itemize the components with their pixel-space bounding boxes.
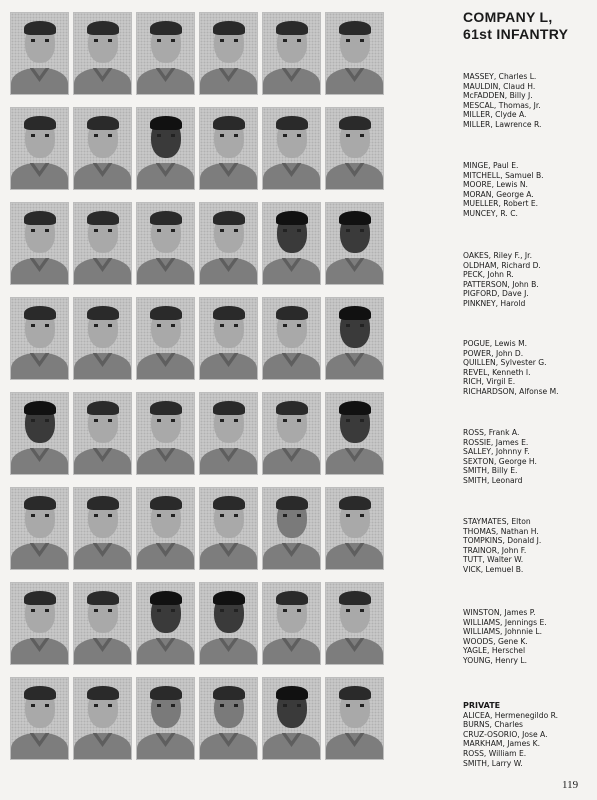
portrait-photo [199, 487, 258, 570]
portrait-photo [262, 487, 321, 570]
name-group [463, 161, 544, 219]
roster-name: POGUE, Lewis M. [463, 339, 528, 348]
roster-name: McFADDEN, Billy J. [463, 91, 533, 101]
portrait-photo [262, 202, 321, 285]
page-heading [463, 9, 568, 43]
portrait-photo [262, 107, 321, 190]
portrait-photo [199, 297, 258, 380]
portrait-photo [10, 677, 69, 760]
name-group [463, 339, 559, 397]
portrait-photo [73, 12, 132, 95]
roster-name: SMITH, Leonard [463, 475, 523, 485]
roster-name: TUTT, Walter W. [463, 555, 524, 565]
portrait-photo [325, 12, 384, 95]
roster-name: MAULDIN, Claud H. [463, 81, 536, 91]
roster-name: WOODS, Gene K. [463, 636, 528, 646]
portrait-photo [136, 12, 195, 95]
portrait-photo [10, 297, 69, 380]
portrait-photo [73, 487, 132, 570]
roster-name: RICH, Virgil E. [463, 377, 516, 387]
name-group [463, 517, 541, 575]
portrait-row [10, 297, 392, 380]
roster-name: MINGE, Paul E. [463, 161, 519, 170]
roster-name: REVEL, Kenneth I. [463, 367, 531, 377]
roster-name: YAGLE, Herschel [463, 646, 526, 656]
roster-name: WILLIAMS, Johnnie L. [463, 627, 543, 637]
roster-name: MASSEY, Charles L. [463, 72, 537, 81]
roster-name: SMITH, Billy E. [463, 466, 518, 476]
roster-name: SEXTON, George H. [463, 456, 537, 466]
portrait-photo [136, 487, 195, 570]
name-group [463, 251, 541, 309]
roster-name: CRUZ-OSORIO, Jose A. [463, 729, 548, 739]
portrait-photo [325, 582, 384, 665]
portrait-photo [262, 677, 321, 760]
portrait-photo [262, 297, 321, 380]
roster-name: QUILLEN, Sylvester G. [463, 358, 547, 368]
portrait-photo [199, 12, 258, 95]
portrait-photo [325, 202, 384, 285]
portrait-row [10, 202, 392, 285]
portrait-row [10, 107, 392, 190]
portrait-photo [325, 107, 384, 190]
portrait-photo [325, 392, 384, 475]
name-group [463, 428, 537, 486]
roster-name: ROSS, Frank A. [463, 428, 520, 437]
portrait-grid [10, 12, 392, 772]
roster-name: STAYMATES, Elton [463, 517, 531, 526]
portrait-photo [10, 12, 69, 95]
roster-name: ROSSIE, James E. [463, 437, 529, 447]
roster-name: MILLER, Clyde A. [463, 110, 527, 120]
roster-name: SMITH, Larry W. [463, 758, 523, 768]
roster-name: ALICEA, Hermenegildo R. [463, 710, 559, 720]
roster-name: RICHARDSON, Alfonse M. [463, 386, 559, 396]
roster-name: WILLIAMS, Jennings E. [463, 617, 547, 627]
page-number: 119 [562, 779, 579, 791]
portrait-photo [136, 107, 195, 190]
roster-name: SALLEY, Johnny F. [463, 447, 530, 457]
name-group [463, 701, 558, 768]
portrait-photo [199, 677, 258, 760]
roster-name: MITCHELL, Samuel B. [463, 170, 544, 180]
roster-name: MUNCEY, R. C. [463, 208, 518, 218]
roster-name: PINKNEY, Harold [463, 298, 526, 308]
roster-name: WINSTON, James P. [463, 608, 536, 617]
portrait-photo [136, 392, 195, 475]
roster-name: PIGFORD, Dave J. [463, 289, 529, 299]
roster-name: THOMAS, Nathan H. [463, 526, 539, 536]
name-group [463, 72, 541, 130]
portrait-photo [262, 392, 321, 475]
portrait-photo [325, 297, 384, 380]
portrait-photo [199, 202, 258, 285]
portrait-photo [10, 487, 69, 570]
portrait-row [10, 487, 392, 570]
portrait-row [10, 392, 392, 475]
portrait-photo [199, 392, 258, 475]
portrait-photo [199, 107, 258, 190]
portrait-row [10, 582, 392, 665]
portrait-photo [73, 392, 132, 475]
portrait-photo [136, 582, 195, 665]
roster-name: PECK, John R. [463, 270, 514, 280]
section-header: PRIVATE [463, 701, 501, 710]
portrait-photo [325, 677, 384, 760]
roster-name: MESCAL, Thomas, Jr. [463, 100, 541, 110]
portrait-photo [262, 582, 321, 665]
heading-company: COMPANY L, [463, 9, 553, 25]
roster-name: MILLER, Lawrence R. [463, 119, 542, 129]
roster-name: MORAN, George A. [463, 189, 534, 199]
portrait-photo [10, 582, 69, 665]
roster-name: BURNS, Charles [463, 720, 524, 730]
portrait-photo [73, 677, 132, 760]
portrait-photo [73, 107, 132, 190]
portrait-photo [136, 297, 195, 380]
roster-name: ROSS, William E. [463, 748, 527, 758]
roster-name: MUELLER, Robert E. [463, 199, 539, 209]
roster-name: POWER, John D. [463, 348, 524, 358]
portrait-photo [136, 202, 195, 285]
portrait-photo [73, 202, 132, 285]
portrait-photo [262, 12, 321, 95]
roster-name: OAKES, Riley F., Jr. [463, 251, 533, 260]
roster-name: YOUNG, Henry L. [463, 655, 528, 665]
portrait-row [10, 677, 392, 760]
roster-name: TRAINOR, John F. [463, 545, 527, 555]
portrait-photo [199, 582, 258, 665]
name-group [463, 608, 547, 666]
roster-name: MARKHAM, James K. [463, 739, 541, 749]
portrait-photo [325, 487, 384, 570]
roster-name: TOMPKINS, Donald J. [463, 536, 542, 546]
portrait-photo [10, 392, 69, 475]
portrait-photo [73, 297, 132, 380]
roster-name: PATTERSON, John B. [463, 279, 539, 289]
roster-name: VICK, Lemuel B. [463, 564, 524, 574]
roster-name: OLDHAM, Richard D. [463, 260, 541, 270]
portrait-photo [136, 677, 195, 760]
roster-name: MOORE, Lewis N. [463, 180, 528, 190]
portrait-photo [10, 107, 69, 190]
portrait-photo [73, 582, 132, 665]
portrait-row [10, 12, 392, 95]
portrait-photo [10, 202, 69, 285]
heading-unit: 61st INFANTRY [463, 26, 569, 42]
